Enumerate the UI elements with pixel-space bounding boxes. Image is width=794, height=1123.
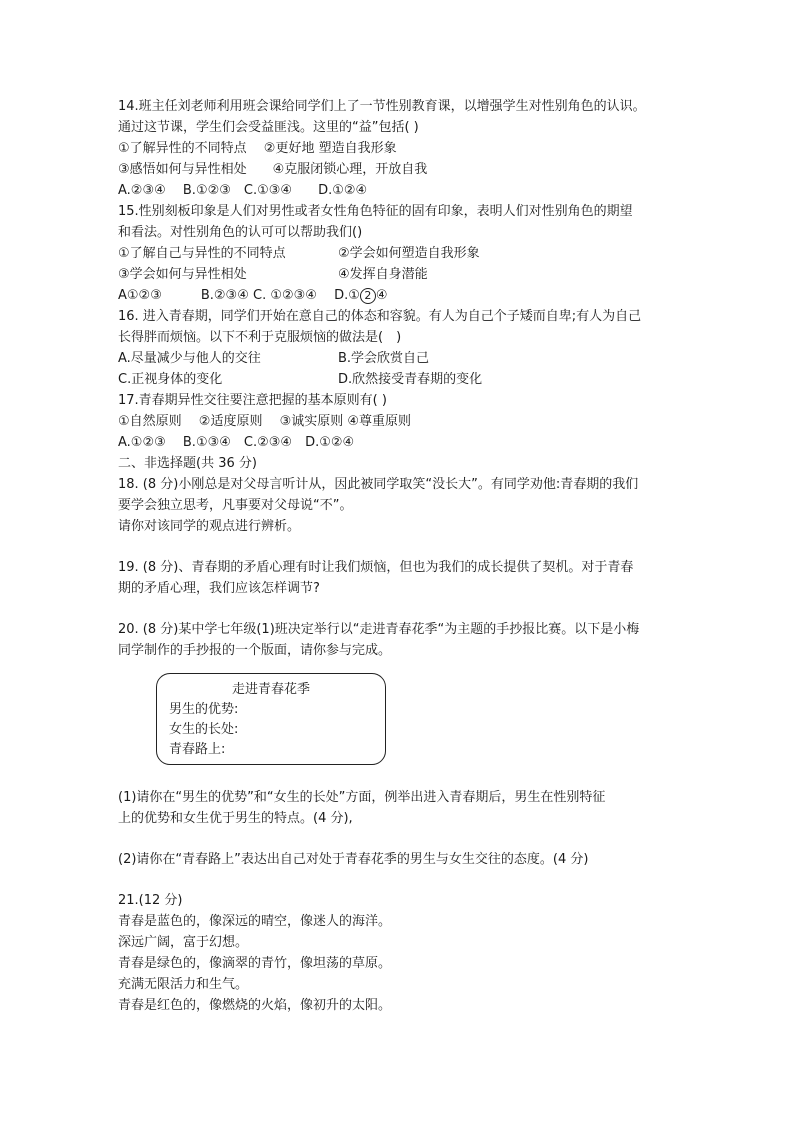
q16-option-c: C.正视身体的变化 <box>118 372 223 387</box>
q15-choices-text: A①②③ B.②③④ C. ①②③④ D.① <box>118 288 360 303</box>
q21-line-3: 青春是绿色的，像滴翠的青竹，像坦荡的草原。 <box>118 956 392 971</box>
q20-line-2: 同学制作的手抄报的一个版面，请你参与完成。 <box>118 643 392 658</box>
q14-options-2: ③感悟如何与异性相处 ④克服闭锁心理，开放自我 <box>118 162 428 177</box>
q17-stem: 17.青春期异性交往要注意把握的基本原则有( ) <box>118 393 387 408</box>
q20-line-1: 20. (8 分)某中学七年级(1)班决定举行以“走进青春花季“为主题的手抄报比赛。以下是小梅 <box>118 622 640 637</box>
q15-option-3: ③学会如何与异性相处 <box>118 267 247 282</box>
q17-options: ①自然原则 ②适度原则 ③诚实原则 ④尊重原则 <box>118 414 412 429</box>
q21-head: 21.(12 分) <box>118 893 183 908</box>
q20-sub1-line-1: (1)请你在“男生的优势”和“女生的长处”方面，例举出进入青春期后，男生在性别特征 <box>118 790 606 805</box>
q15-choices <box>118 285 688 306</box>
q15-option-4: ④发挥自身潜能 <box>338 267 428 282</box>
q21-line-5: 青春是红色的，像燃烧的火焰，像初升的太阳。 <box>118 998 392 1013</box>
q14-options-1: ①了解异性的不同特点 ②更好地 塑造自我形象 <box>118 141 397 156</box>
handwritten-newspaper-box <box>156 673 386 765</box>
q18-line-1: 18. (8 分)小刚总是对父母言听计从，因此被同学取笑“没长大”。有同学劝他:青春期的我们 <box>118 477 639 492</box>
q16-stem-1: 16. 进入青春期，同学们开始在意自己的体态和容貌。有人为自己个子矮而自卑;有人为自己 <box>118 309 642 324</box>
q15-stem-1: 15.性别刻板印象是人们对男性或者女性角色特征的固有印象，表明人们对性别角色的期望 <box>118 204 633 219</box>
q16-option-a: A.尽量减少与他人的交往 <box>118 351 261 366</box>
circled-two-icon: 2 <box>360 288 376 304</box>
card-row-boys: 男生的优势: <box>169 702 239 717</box>
q15-option-2: ②学会如何塑造自我形象 <box>338 246 480 261</box>
q15-options-1 <box>118 243 688 264</box>
q16-stem-2: 长得胖而烦恼。以下不利于克服烦恼的做法是( ) <box>118 330 402 345</box>
q15-options-2 <box>118 264 688 285</box>
card-title: 走进青春花季 <box>231 682 310 697</box>
q17-choices: A.①②③ B.①③④ C.②③④ D.①②④ <box>118 435 355 450</box>
q14-stem-1: 14.班主任刘老师利用班会课给同学们上了一节性别教育课，以增强学生对性别角色的认识。 <box>118 99 646 114</box>
q15-option-1: ①了解自己与异性的不同特点 <box>118 246 286 261</box>
q15-stem-2: 和看法。对性别角色的认可可以帮助我们() <box>118 225 363 240</box>
q21-line-2: 深远广阔，富于幻想。 <box>118 935 249 950</box>
q20-sub1-line-2: 上的优势和女生优于男生的特点。(4 分), <box>118 811 353 826</box>
card-row-road: 青春路上: <box>169 742 226 757</box>
q15-choices-end: ④ <box>375 288 388 303</box>
q19-line-2: 期的矛盾心理，我们应该怎样调节? <box>118 581 320 596</box>
q18-line-2: 要学会独立思考，凡事要对父母说“不”。 <box>118 498 353 513</box>
card-row-girls: 女生的长处: <box>169 722 239 737</box>
q16-options-ab <box>118 348 688 369</box>
q21-line-4: 充满无限活力和生气。 <box>118 977 249 992</box>
q14-stem-2: 通过这节课，学生们会受益匪浅。这里的“益”包括( ) <box>118 120 419 135</box>
section-heading: 二、非选择题(共 36 分) <box>118 456 257 471</box>
q14-choices: A.②③④ B.①②③ C.①③④ D.①②④ <box>118 183 368 198</box>
q16-options-cd <box>118 369 688 390</box>
exam-page <box>118 96 688 1016</box>
q18-line-3: 请你对该同学的观点进行辨析。 <box>118 519 301 534</box>
q16-option-b: B.学会欣赏自己 <box>338 351 430 366</box>
q20-sub2: (2)请你在“青春路上”表达出自己对处于青春花季的男生与女生交往的态度。(4 分) <box>118 852 589 867</box>
q19-line-1: 19. (8 分)、青春期的矛盾心理有时让我们烦恼，但也为我们的成长提供了契机。对于青春 <box>118 560 634 575</box>
q21-line-1: 青春是蓝色的，像深远的晴空，像迷人的海洋。 <box>118 914 392 929</box>
q16-option-d: D.欣然接受青春期的变化 <box>338 372 483 387</box>
